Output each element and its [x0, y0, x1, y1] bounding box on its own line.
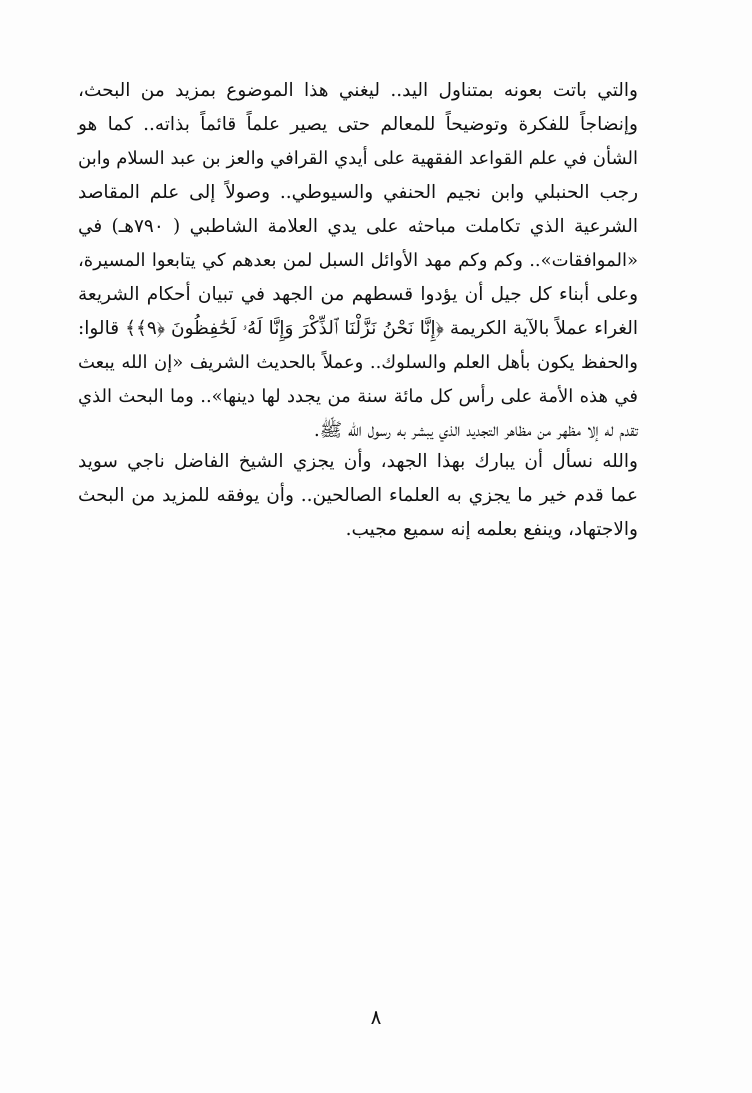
- text-line: الشأن في علم القواعد الفقهية على أيدي القرافي والعز بن عبد السلام وابن: [78, 148, 638, 169]
- text-line: في هذه الأمة على رأس كل مائة سنة من يجدد لها دينها».. وما البحث الذي: [78, 386, 638, 407]
- text-line: والاجتهاد، وينفع بعلمه إنه سميع مجيب.: [345, 519, 638, 540]
- text-line: عما قدم خير ما يجزي به العلماء الصالحين.. وأن يوفقه للمزيد من البحث: [78, 485, 638, 506]
- text-line: الشرعية الذي تكاملت مباحثه على يدي العلامة الشاطبي ( ٧٩٠هـ) في: [78, 216, 638, 237]
- text-line: وإنضاجاً للفكرة وتوضيحاً للمعالم حتى يصير علماً قائماً بذاته.. كما هو: [78, 114, 638, 135]
- quran-verse-line: الغراء عملاً بالآية الكريمة ﴿إِنَّا نَحْنُ نَزَّلْنَا ٱلذِّكْرَ وَإِنَّا لَهُۥ لَحَٰفِظُونَ ﴿٩﴾﴾ قالوا:: [78, 318, 639, 339]
- text-line: وعلى أبناء كل جيل أن يؤدوا قسطهم من الجهد في تبيان أحكام الشريعة: [78, 284, 638, 305]
- text-line: والحفظ يكون بأهل العلم والسلوك.. وعملاً بالحديث الشريف «إن الله يبعث: [78, 352, 638, 373]
- text-line: تقدم له إلا مظهر من مظاهر التجديد الذي يبشر به رسول الله ﷺ.: [313, 420, 638, 441]
- page-number: ٨: [370, 1005, 382, 1029]
- body-paragraph-2: [78, 445, 638, 547]
- body-paragraph-1: [78, 74, 638, 448]
- text-line: رجب الحنبلي وابن نجيم الحنفي والسيوطي.. وصولاً إلى علم المقاصد: [78, 182, 638, 203]
- text-line: والتي باتت بعونه بمتناول اليد.. ليغني هذا الموضوع بمزيد من البحث،: [78, 80, 638, 101]
- text-line: «الموافقات».. وكم وكم مهد الأوائل السبل لمن بعدهم كي يتابعوا المسيرة،: [78, 250, 638, 271]
- text-line: والله نسأل أن يبارك بهذا الجهد، وأن يجزي الشيخ الفاضل ناجي سويد: [78, 451, 638, 472]
